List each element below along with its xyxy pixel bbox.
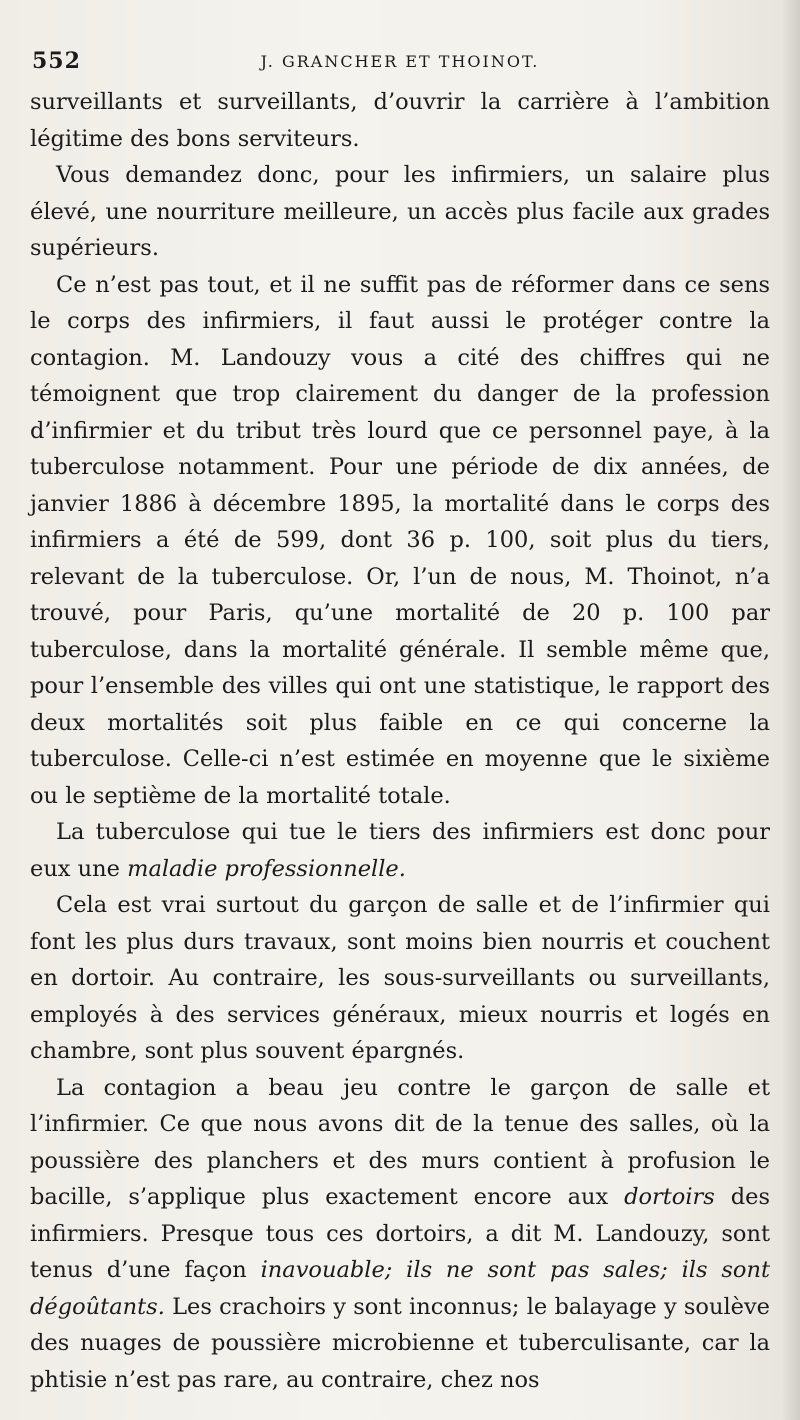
text-run: La tuberculose qui tue le tiers des infirmiers est donc pour eux une	[30, 819, 770, 882]
page-edge-shadow	[782, 0, 800, 1420]
page-number: 552	[32, 48, 81, 74]
paragraph	[30, 267, 770, 815]
paragraph	[30, 157, 770, 267]
running-head: J. GRANCHER ET THOINOT.	[260, 52, 540, 71]
paragraph	[30, 84, 770, 157]
page-header	[30, 44, 770, 80]
text-run: des infirmiers. Presque tous ces dortoirs, a dit M. Landouzy, sont tenus d’une façon	[30, 1184, 770, 1283]
text-run: Les crachoirs y sont inconnus; le balayage y soulève des nuages de poussière microbienne et tuberculisante, car la phtisie n’est pas rare, au contraire, chez nos	[30, 1293, 770, 1393]
italic-text: dortoirs	[624, 1184, 715, 1210]
text-run: Vous demandez donc, pour les infirmiers, un salaire plus élevé, une nourriture meilleure, un accès plus facile aux grades supérieurs.	[30, 162, 770, 261]
text-run: surveillants et surveillants, d’ouvrir la carrière à l’ambition légitime des bons serviteurs.	[30, 89, 770, 152]
italic-text: inavouable; ils ne sont pas sales; ils sont dégoûtants.	[30, 1257, 770, 1320]
text-run: Cela est vrai surtout du garçon de salle et de l’infirmier qui font les plus durs travaux, sont moins bien nourris et couchent en dortoir. Au contraire, les sous-surveillants ou surveillants, employés à des services généraux, mieux nourris et logés en chambre, sont plus souvent épargnés.	[30, 892, 770, 1064]
text-run: Ce n’est pas tout, et il ne suffit pas de réformer dans ce sens le corps des infirmiers, il faut aussi le protéger contre la contagion. M. Landouzy vous a cité des chiffres qui ne témoignent que trop clairement du danger de la profession d’infirmier et du tribut très lourd que ce personnel paye, à la tuberculose notamment. Pour une période de dix années, de janvier 1886 à décembre 1895, la mortalité dans le corps des infirmiers a été de 599, dont 36 p. 100, soit plus du tiers, relevant de la tuberculose. Or, l’un de nous, M. Thoinot, n’a trouvé, pour Paris, qu’une mortalité de 20 p. 100 par tuberculose, dans la mortalité générale. Il semble même que, pour l’ensemble des villes qui ont une statistique, le rapport des deux mortalités soit plus faible en ce qui concerne la tuberculose. Celle-ci n’est estimée en moyenne que le sixième ou le septième de la mortalité totale.	[30, 271, 770, 809]
text-run: La contagion a beau jeu contre le garçon de salle et l’infirmier. Ce que nous avons dit de la tenue des salles, où la poussière des planchers et des murs contient à profusion le bacille, s’applique plus exactement encore aux	[30, 1074, 770, 1210]
paragraph	[30, 1070, 770, 1399]
body-text	[30, 84, 770, 1398]
paragraph	[30, 814, 770, 887]
italic-text: maladie professionnelle.	[127, 855, 406, 882]
paragraph	[30, 887, 770, 1070]
